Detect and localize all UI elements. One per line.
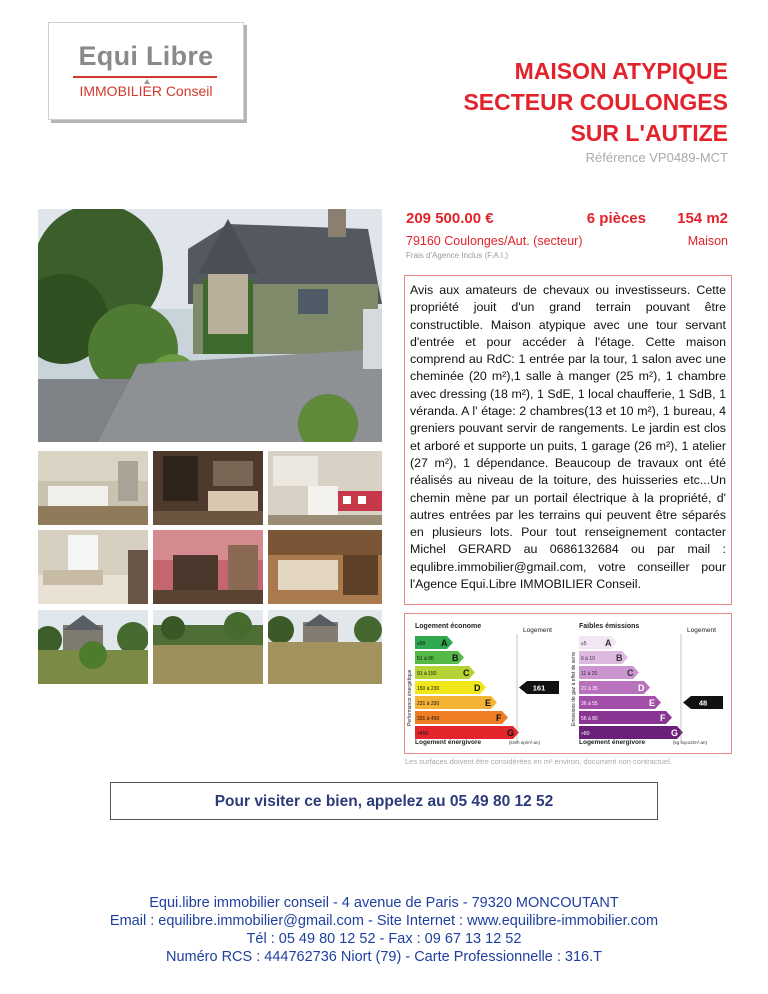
garden-photo-3 — [268, 610, 382, 684]
dpe-class-letter-D: D — [474, 683, 481, 693]
description-box — [404, 275, 732, 605]
dpe-class-letter-E: E — [485, 698, 492, 708]
ges-class-letter-A: A — [605, 638, 612, 648]
main-house-photo — [38, 209, 382, 442]
logo-divider — [73, 76, 217, 78]
price-row — [406, 210, 728, 230]
ges-class-letter-B: B — [616, 653, 623, 663]
footer-contact: Email : equilibre.immobilier@gmail.com - Site Internet : www.equilibre-immobilier.com — [109, 913, 659, 929]
ges-class-letter-F: F — [660, 713, 666, 723]
ges-class-letter-E: E — [649, 698, 656, 708]
ges-class-range-C: 11 à 20 — [581, 671, 598, 677]
price: 209 500.00 € — [406, 210, 494, 227]
dpe-class-range-F: 331 à 450 — [417, 716, 440, 722]
dpe-bottom-label: Logement énergivore — [415, 739, 482, 746]
ges-class-letter-G: G — [671, 728, 679, 738]
dpe-value: 161 — [532, 683, 546, 693]
agency-logo — [48, 22, 244, 120]
ges-class-range-F: 56 à 80 — [581, 716, 598, 722]
surface-area: 154 m2 — [677, 210, 728, 227]
dpe-class-range-D: 150 à 230 — [417, 686, 440, 692]
ges-class-range-B: 6 à 10 — [581, 656, 595, 662]
dpe-class-letter-G: G — [507, 728, 515, 738]
dpe-class-letter-A: A — [441, 638, 448, 648]
visit-call-banner: Pour visiter ce bien, appelez au 05 49 80 12 52 — [110, 782, 658, 820]
dpe-class-range-G: >450 — [417, 731, 429, 737]
location-row — [406, 234, 728, 248]
agency-fees-note: Frais d'Agence Inclus (F.A.I.) — [406, 251, 509, 260]
kitchen-photo — [268, 451, 382, 525]
description-text: Avis aux amateurs de chevaux ou investisseurs. Cette propriété jouit d'un grand terrain pouvant être constructible. Maison atypique avec une tour servant d'entrée et pour accéder à l'étage. Cette maison comprend au RdC: 1 entrée par la tour, 1 salon avec une cheminée (20 m²),1 salle à manger (25 m²), 1 chambre avec dressing (18 m²), 1 SdE, 1 local chaufferie, 1 SdB, 1 véranda. A l' étage: 2 chambres(13 et 10 m²), 1 bureau, 4 greniers pouvant servir de rangements. Le jardin est clos et arboré et supporte un puits, 1 garage (26 m²), 1 atelier (27 m²), 1 dépendance. Beaucoup de travaux ont été réalisés au niveau de la toiture, des huisseries etc...Un chemin mène par un portail électrique à la propriété, d' autres entrées par les terrains qui peuvent être séparés en plusieurs lots. Pour tout renseignement contacter Michel GERARD au 0686132684 ou par mail : equlibre.immobilier@gmail.com, votre conseiller pour l'Agence Equi.Libre IMMOBILIER Conseil. — [410, 283, 726, 592]
dpe-class-range-E: 231 à 330 — [417, 701, 440, 707]
dining-room-photo — [153, 451, 263, 525]
energy-labels — [404, 613, 732, 754]
reference-number: Référence VP0489-MCT — [585, 150, 728, 165]
dpe-class-letter-B: B — [452, 653, 459, 663]
dpe-class-bar-G — [415, 726, 519, 739]
logo-main-text: Equi Libre — [78, 41, 214, 71]
ges-class-bar-G — [579, 726, 683, 739]
bedroom-photo — [38, 530, 148, 604]
title-line-2: SECTEUR COULONGES — [463, 89, 728, 115]
garden-photo-1 — [38, 610, 148, 684]
rooms-count: 6 pièces — [586, 210, 646, 227]
ges-class-range-E: 36 à 55 — [581, 701, 598, 707]
dpe-column-label: Logement — [523, 627, 552, 634]
ges-chart — [571, 623, 723, 746]
ges-column-label: Logement — [687, 627, 716, 634]
dpe-chart — [407, 623, 559, 746]
agency-footer — [0, 894, 768, 966]
dpe-unit: (kWh ep/m².an) — [509, 740, 541, 745]
ges-class-range-G: >80 — [581, 731, 590, 737]
dpe-class-letter-F: F — [496, 713, 502, 723]
ges-side-label: Emissions de gaz à effet de serre — [571, 651, 577, 726]
footer-registration: Numéro RCS : 444762736 Niort (79) - Carte Professionnelle : 316.T — [165, 949, 602, 965]
property-type: Maison — [687, 234, 728, 248]
location: 79160 Coulonges/Aut. (secteur) — [406, 234, 583, 248]
listing-title — [368, 56, 728, 149]
ges-title: Faibles émissions — [579, 623, 640, 630]
dpe-side-label: Performance énergétique — [407, 669, 413, 726]
title-line-1: MAISON ATYPIQUE — [514, 58, 728, 84]
dpe-title: Logement économe — [415, 623, 482, 630]
dpe-class-letter-C: C — [463, 668, 470, 678]
bathroom-photo — [38, 451, 148, 525]
dpe-class-range-B: 51 à 90 — [417, 656, 434, 662]
garden-photo-2 — [153, 610, 263, 684]
energy-diagram — [405, 614, 731, 753]
second-bedroom-photo — [268, 530, 382, 604]
footer-address: Equi.libre immobilier conseil - 4 avenue de Paris - 79320 MONCOUTANT — [149, 895, 619, 911]
dpe-class-range-C: 91 à 150 — [417, 671, 437, 677]
title-line-3: SUR L'AUTIZE — [570, 120, 728, 146]
ges-class-range-A: ≤5 — [581, 641, 587, 647]
ges-bottom-label: Logement énergivore — [579, 739, 646, 746]
ges-class-letter-C: C — [627, 668, 634, 678]
living-room-photo — [153, 530, 263, 604]
logo-sub-text: IMMOBILIER Conseil — [79, 83, 213, 99]
footer-phone: Tél : 05 49 80 12 52 - Fax : 09 67 13 12 52 — [246, 931, 522, 947]
dpe-class-range-A: ≤50 — [417, 641, 426, 647]
disclaimer: Les surfaces doivent être considérées en m² environ, document non contractuel. — [405, 757, 672, 766]
ges-class-letter-D: D — [638, 683, 645, 693]
ges-unit: (kg éqco2/m².an) — [673, 740, 708, 745]
ges-class-range-D: 21 à 35 — [581, 686, 598, 692]
ges-value: 48 — [698, 698, 708, 708]
